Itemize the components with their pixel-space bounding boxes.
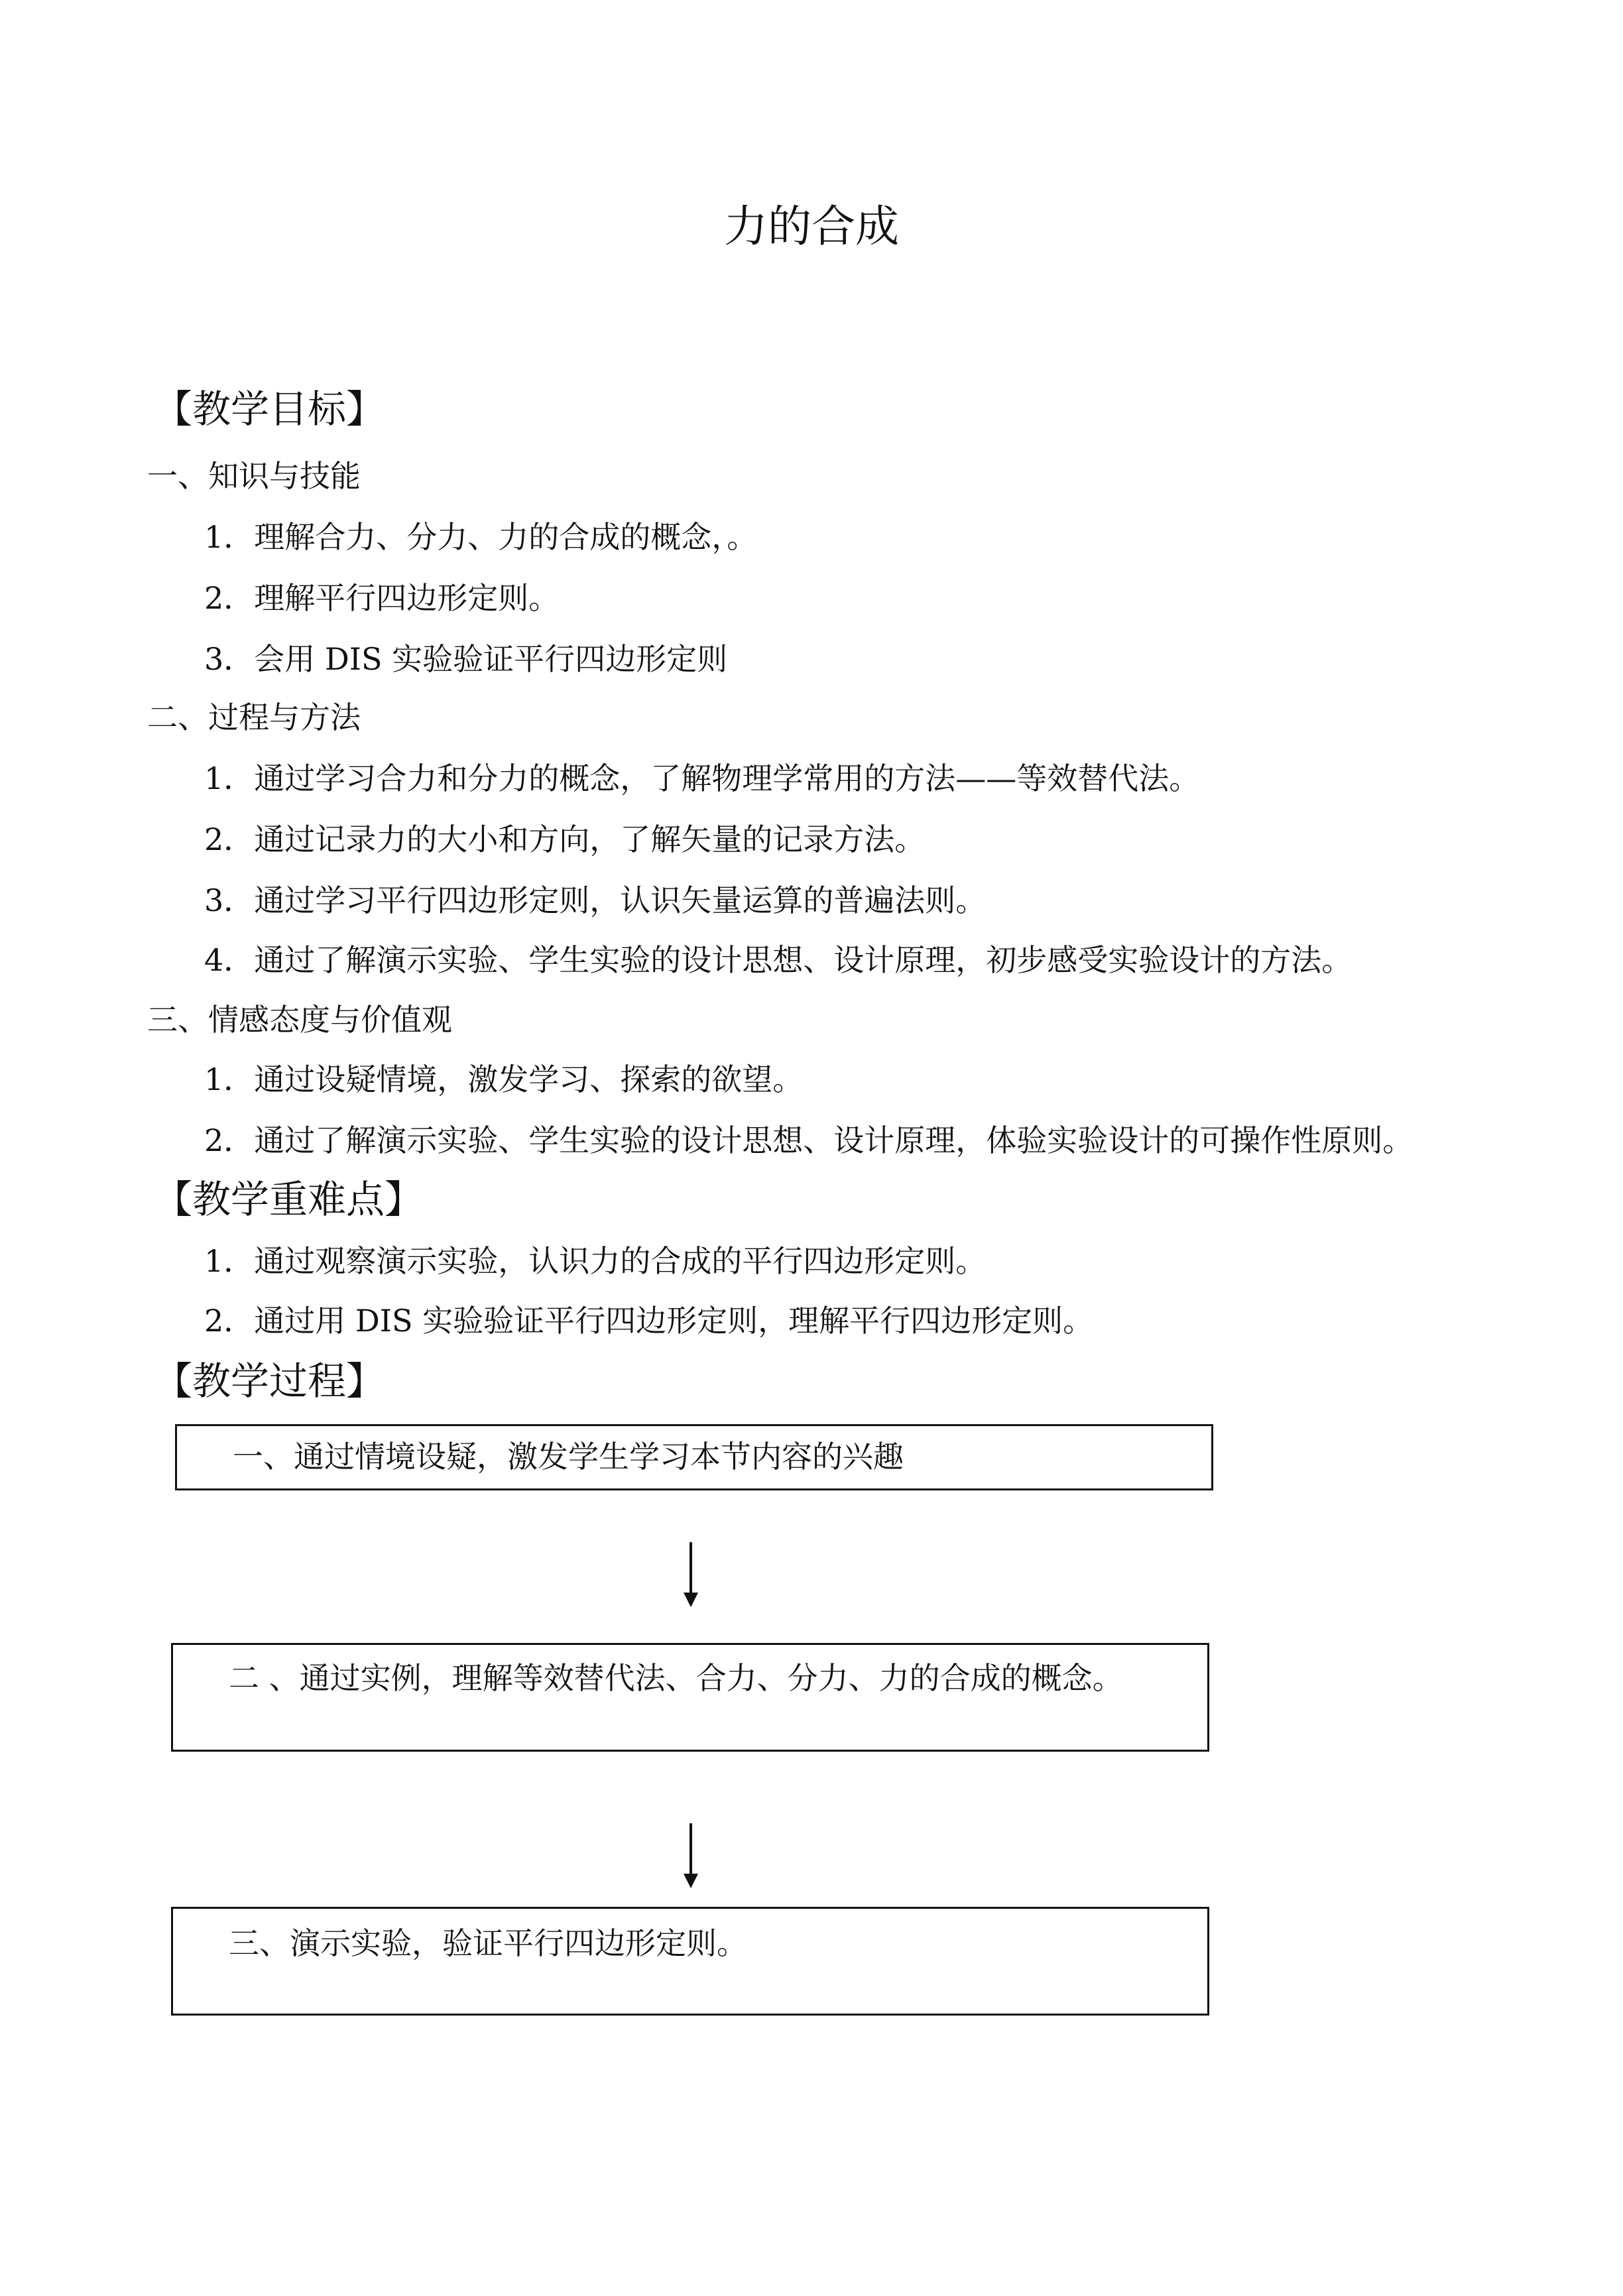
process-step-box bbox=[171, 1907, 1209, 2016]
process-step-text: 二 、通过实例，理解等效替代法、合力、分力、力的合成的概念。 bbox=[229, 1660, 1123, 1696]
objective-item: 1．通过设疑情境，激发学习、探索的欲望。 bbox=[204, 1061, 804, 1097]
section-process-method-label: 二、过程与方法 bbox=[147, 699, 361, 735]
objective-item: 1．理解合力、分力、力的合成的概念，。 bbox=[204, 519, 758, 555]
page-title: 力的合成 bbox=[724, 201, 899, 252]
section-attitude-label: 三、情感态度与价值观 bbox=[147, 1002, 452, 1038]
objective-item: 2．理解平行四边形定则。 bbox=[204, 580, 560, 616]
key-points-heading: 【教学重难点】 bbox=[154, 1177, 424, 1222]
process-step-text: 一、通过情境设疑，激发学生学习本节内容的兴趣 bbox=[233, 1439, 904, 1475]
objective-item: 4．通过了解演示实验、学生实验的设计思想、设计原理，初步感受实验设计的方法。 bbox=[204, 942, 1352, 978]
key-point-item: 1．通过观察演示实验，认识力的合成的平行四边形定则。 bbox=[204, 1243, 987, 1279]
process-step-text: 三、演示实验，验证平行四边形定则。 bbox=[229, 1925, 747, 1961]
section-knowledge-label: 一、知识与技能 bbox=[147, 458, 361, 494]
process-step-box bbox=[175, 1424, 1213, 1490]
objective-item: 1．通过学习合力和分力的概念，了解物理学常用的方法——等效替代法。 bbox=[204, 760, 1200, 796]
objective-item: 2．通过记录力的大小和方向，了解矢量的记录方法。 bbox=[204, 821, 926, 857]
objective-item: 3．通过学习平行四边形定则，认识矢量运算的普遍法则。 bbox=[204, 882, 987, 918]
objective-item: 3．会用 DIS 实验验证平行四边形定则 bbox=[204, 641, 728, 677]
process-step-box bbox=[171, 1643, 1209, 1752]
objectives-heading: 【教学目标】 bbox=[154, 387, 385, 432]
objective-item: 2．通过了解演示实验、学生实验的设计思想、设计原理，体验实验设计的可操作性原则。 bbox=[204, 1122, 1413, 1158]
key-point-item: 2．通过用 DIS 实验验证平行四边形定则，理解平行四边形定则。 bbox=[204, 1303, 1094, 1339]
process-heading: 【教学过程】 bbox=[154, 1359, 385, 1404]
